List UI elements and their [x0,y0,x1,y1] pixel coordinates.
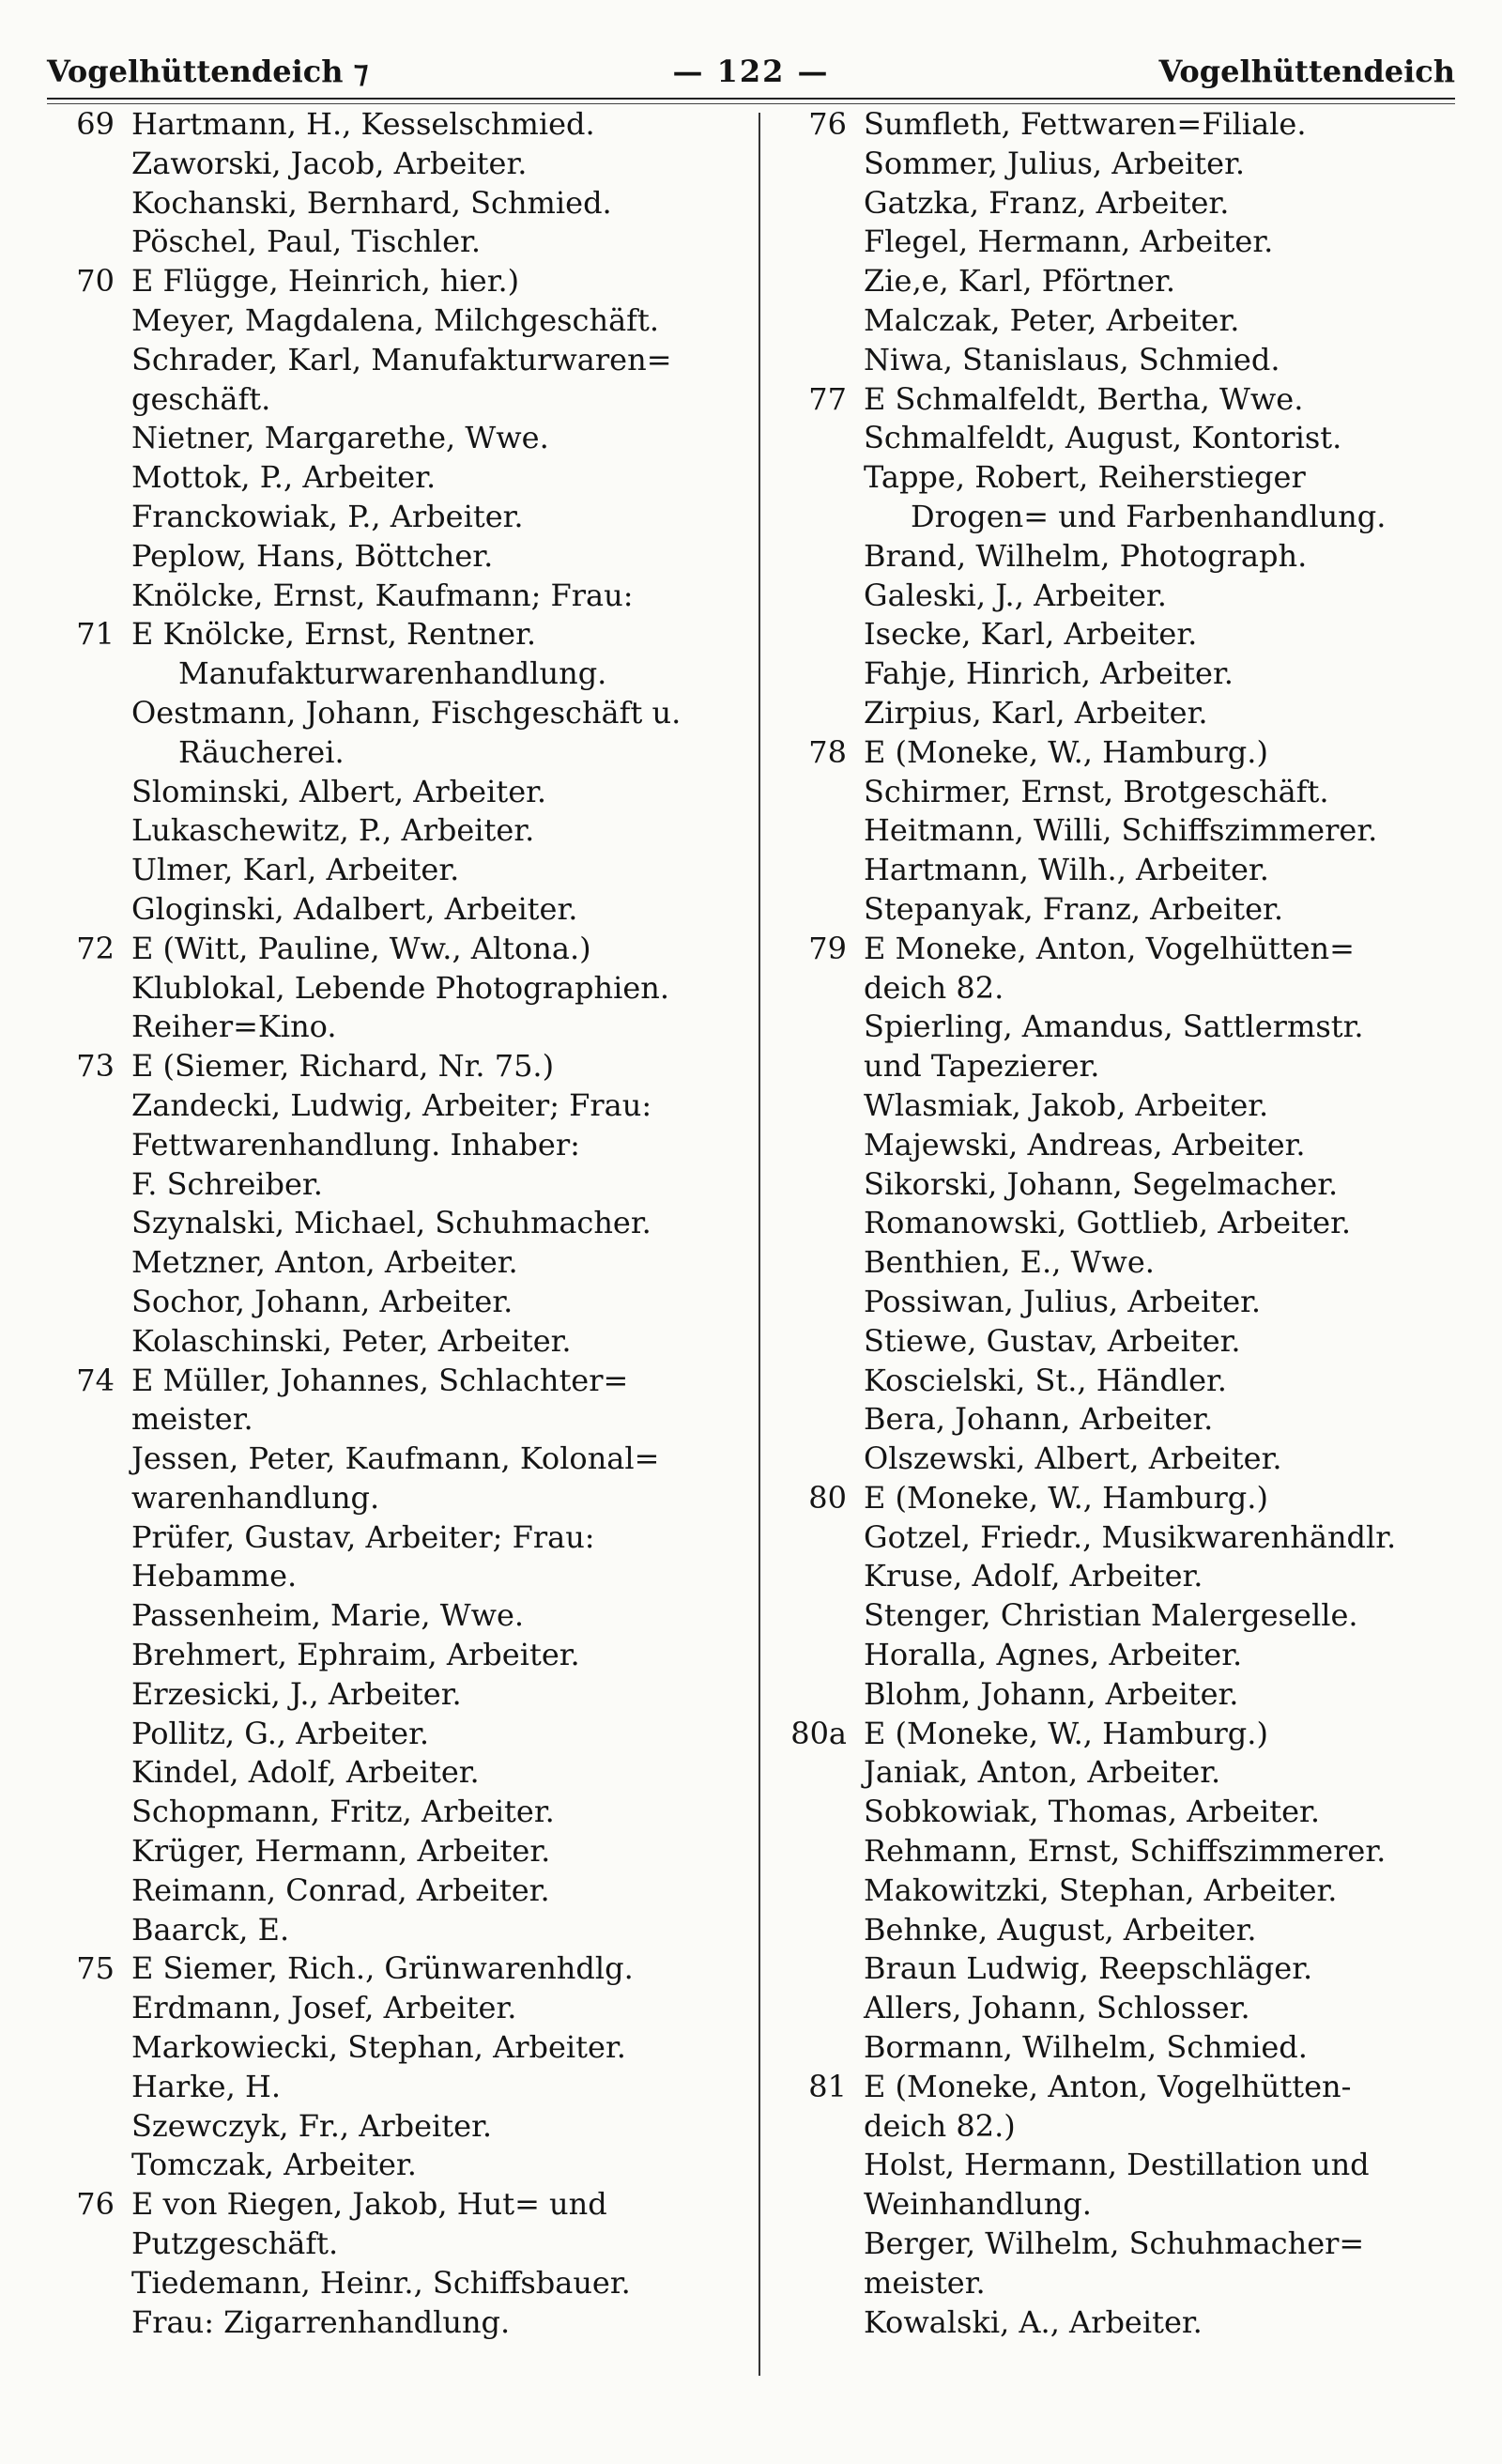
entry-text: Gatzka, Franz, Arbeiter. [864,184,1230,221]
entry-text: Baarck, E. [131,1911,290,1948]
entry-text: Franckowiak, P., Arbeiter. [131,498,524,534]
house-number: 76 [808,106,847,142]
directory-entry [789,1911,1464,1950]
directory-entry [56,341,732,380]
page-number: — 122 — [672,54,830,89]
column-divider [759,113,760,2376]
entry-text: Zandecki, Ludwig, Arbeiter; Frau: [131,1086,652,1123]
entry-text: Niwa, Stanislaus, Schmied. [864,341,1280,377]
entry-text: Kindel, Adolf, Arbeiter. [131,1754,480,1791]
entry-text: Blohm, Johann, Arbeiter. [864,1675,1239,1712]
entry-text: meister. [864,2264,986,2301]
directory-entry [56,1715,732,1754]
directory-entry [56,537,732,577]
entry-text: Sikorski, Johann, Segelmacher. [864,1165,1339,1202]
directory-entry [789,1715,1464,1754]
entry-text: Romanowski, Gottlieb, Arbeiter. [864,1205,1352,1241]
entry-text: Metzner, Anton, Arbeiter. [131,1244,518,1281]
entry-text: E (Siemer, Richard, Nr. 75.) [131,1048,555,1085]
entry-text: E von Riegen, Jakob, Hut= und [131,2186,607,2223]
entry-text: Erzesicki, J., Arbeiter. [131,1675,462,1712]
directory-entry [789,498,1464,537]
directory-entry [56,1675,732,1715]
entry-text: meister. [131,1401,253,1438]
directory-entry [789,1557,1464,1596]
entry-text: Zie‚e, Karl, Pförtner. [864,263,1176,300]
directory-entry [789,1793,1464,1832]
entry-text: Olszewski, Albert, Arbeiter. [864,1440,1282,1477]
directory-entry [789,2068,1464,2107]
entry-text: Klublokal, Lebende Photographien. [131,969,670,1006]
directory-entry [789,1362,1464,1401]
directory-entry [789,1636,1464,1675]
directory-entry [789,851,1464,890]
directory-entry [56,2107,732,2147]
entry-text: E Knölcke, Ernst, Rentner. [131,616,537,653]
entry-text: Sochor, Johann, Arbeiter. [131,1283,513,1319]
directory-entry [789,2185,1464,2225]
directory-entry [789,1832,1464,1871]
entry-text: F. Schreiber. [131,1165,323,1202]
directory-entry [56,1793,732,1832]
entry-text: Bera, Johann, Arbeiter. [864,1401,1214,1438]
entry-text: Reiher=Kino. [131,1009,337,1045]
directory-entry [789,1871,1464,1911]
entry-text: E (Moneke, W., Hamburg.) [864,733,1268,770]
directory-entry [789,930,1464,969]
entry-text: Knölcke, Ernst, Kaufmann; Frau: [131,577,634,613]
directory-entry [56,1911,732,1950]
entry-text: E (Moneke, W., Hamburg.) [864,1479,1268,1516]
entry-text: warenhandlung. [131,1479,380,1516]
entry-text: Benthien, E., Wwe. [864,1244,1155,1281]
directory-entry [56,733,732,773]
entry-text: Berger, Wilhelm, Schuhmacher= [864,2225,1365,2262]
directory-entry [789,1989,1464,2028]
directory-entry [56,694,732,733]
entry-text: Malczak, Peter, Arbeiter. [864,301,1240,338]
directory-entry [56,1832,732,1871]
directory-entry [789,2107,1464,2147]
directory-entry [789,577,1464,616]
directory-entry [789,380,1464,420]
entry-text: Wlasmiak, Jakob, Arbeiter. [864,1086,1269,1123]
entry-text: Schmalfeldt, August, Kontorist. [864,420,1342,456]
entry-text: Tomczak, Arbeiter. [131,2147,417,2183]
directory-entry [56,930,732,969]
directory-entry [56,1400,732,1440]
entry-text: E (Moneke, W., Hamburg.) [864,1715,1268,1751]
entry-text: Krüger, Hermann, Arbeiter. [131,1833,551,1870]
house-number: 72 [76,930,115,966]
entry-text: Tappe, Robert, Reiherstieger [864,459,1306,496]
directory-entry [789,223,1464,262]
entry-text: Fettwarenhandlung. Inhaber: [131,1126,580,1163]
entry-text: Reimann, Conrad, Arbeiter. [131,1871,550,1908]
entry-text: Brand, Wilhelm, Photograph. [864,537,1308,574]
entry-text: Allers, Johann, Schlosser. [864,1990,1250,2026]
directory-entry [56,1243,732,1283]
directory-entry [56,811,732,851]
entry-text: E Müller, Johannes, Schlachter= [131,1362,629,1398]
entry-text: Stiewe, Gustav, Arbeiter. [864,1322,1241,1359]
directory-entry [789,2146,1464,2185]
directory-entry [56,577,732,616]
entry-text: Ulmer, Karl, Arbeiter. [131,852,460,888]
directory-entry [789,458,1464,498]
entry-text: Sobkowiak, Thomas, Arbeiter. [864,1794,1320,1830]
entry-text: Harke, H. [131,2068,282,2104]
entry-text: Passenheim, Marie, Wwe. [131,1597,525,1634]
entry-text: Spierling, Amandus, Sattlermstr. [864,1009,1364,1045]
directory-entry [789,2028,1464,2068]
entry-text: Manufakturwarenhandlung. [178,655,607,692]
directory-entry [789,654,1464,694]
entry-text: E Siemer, Rich., Grünwarenhdlg. [131,1950,634,1987]
header-left-title: Vogelhüttendeich ⁊ [47,54,369,89]
left-column [56,105,732,2342]
entry-text: E (Witt, Pauline, Ww., Altona.) [131,930,591,966]
house-number: 78 [808,733,847,770]
directory-entry [56,458,732,498]
directory-entry [56,2146,732,2185]
directory-entry [56,1871,732,1911]
directory-entry [56,498,732,537]
entry-text: und Tapezierer. [864,1048,1100,1085]
page-header [47,47,1455,96]
directory-entry [56,1008,732,1047]
entry-text: E Moneke, Anton, Vogelhütten= [864,930,1355,966]
house-number: 79 [808,930,847,966]
directory-entry [56,2185,732,2225]
entry-text: Räucherei. [178,733,345,770]
entry-text: Brehmert, Ephraim, Arbeiter. [131,1637,580,1673]
entry-text: Behnke, August, Arbeiter. [864,1911,1257,1948]
directory-entry [56,1753,732,1793]
entry-text: Sumfleth, Fettwaren=Filiale. [864,106,1307,142]
header-rule-thin [47,103,1455,104]
entry-text: Zirpius, Karl, Arbeiter. [864,694,1208,731]
entry-text: E Schmalfeldt, Bertha, Wwe. [864,380,1304,417]
entry-text: Schopmann, Fritz, Arbeiter. [131,1794,555,1830]
directory-entry [789,1675,1464,1715]
directory-entry [56,1636,732,1675]
house-number: 70 [76,263,115,300]
entry-text: Szewczyk, Fr., Arbeiter. [131,2107,493,2144]
entry-text: deich 82.) [864,2107,1016,2144]
directory-entry [789,262,1464,301]
entry-text: Janiak, Anton, Arbeiter. [864,1754,1221,1791]
entry-text: Fahje, Hinrich, Arbeiter. [864,655,1234,692]
directory-entry [789,1322,1464,1362]
entry-text: Galeski, J., Arbeiter. [864,577,1167,613]
entry-text: Slominski, Albert, Arbeiter. [131,773,547,809]
directory-entry [789,419,1464,458]
directory-entry [56,301,732,341]
directory-entry [789,1283,1464,1322]
directory-entry [789,733,1464,773]
house-number: 77 [808,380,847,417]
entry-text: Flegel, Hermann, Arbeiter. [864,223,1274,260]
entry-text: deich 82. [864,969,1004,1006]
directory-entry [789,301,1464,341]
house-number: 76 [76,2186,115,2223]
directory-entry [56,184,732,223]
house-number: 75 [76,1950,115,1987]
entry-text: E Flügge, Heinrich, hier.) [131,263,520,300]
entry-text: Lukaschewitz, P., Arbeiter. [131,812,535,849]
entry-text: Pollitz, G., Arbeiter. [131,1715,430,1751]
house-number: 73 [76,1048,115,1085]
entry-text: Bormann, Wilhelm, Schmied. [864,2029,1308,2066]
directory-entry [789,145,1464,184]
entry-text: Nietner, Margarethe, Wwe. [131,420,549,456]
directory-entry [789,1008,1464,1047]
entry-text: Kochanski, Bernhard, Schmied. [131,184,612,221]
directory-entry [56,890,732,930]
entry-text: Makowitzki, Stephan, Arbeiter. [864,1871,1338,1908]
directory-entry [789,1165,1464,1205]
entry-text: Hartmann, Wilh., Arbeiter. [864,852,1269,888]
directory-entry [56,1596,732,1636]
directory-entry [56,1283,732,1322]
entry-text: Putzgeschäft. [131,2225,339,2262]
entry-text: Gotzel, Friedr., Musikwarenhändlr. [864,1518,1397,1555]
entry-text: Kruse, Adolf, Arbeiter. [864,1558,1203,1594]
directory-entry [56,1204,732,1243]
directory-entry [789,1204,1464,1243]
directory-entry [789,1596,1464,1636]
directory-entry [56,1322,732,1362]
entry-text: Horalla, Agnes, Arbeiter. [864,1637,1243,1673]
entry-text: Heitmann, Willi, Schiffszimmerer. [864,812,1378,849]
directory-entry [789,1753,1464,1793]
directory-entry [56,2225,732,2264]
directory-entry [56,1440,732,1479]
directory-entry [789,1086,1464,1126]
entry-text: Schirmer, Ernst, Brotgeschäft. [864,773,1329,809]
directory-entry [56,2303,732,2343]
directory-entry [789,1518,1464,1558]
directory-entry [789,2303,1464,2343]
directory-entry [789,1243,1464,1283]
entry-text: Frau: Zigarrenhandlung. [131,2303,511,2340]
directory-entry [56,1362,732,1401]
directory-entry [789,341,1464,380]
entry-text: Stepanyak, Franz, Arbeiter. [864,890,1283,927]
directory-entry [56,773,732,812]
entry-text: Hartmann, H., Kesselschmied. [131,106,595,142]
directory-entry [56,419,732,458]
directory-entry [789,694,1464,733]
entry-text: Pöschel, Paul, Tischler. [131,223,481,260]
house-number: 80a [790,1715,847,1751]
entry-text: Kolaschinski, Peter, Arbeiter. [131,1322,572,1359]
directory-entry [789,1126,1464,1165]
directory-entry [56,654,732,694]
directory-entry [56,1518,732,1558]
directory-entry [56,2264,732,2303]
directory-entry [789,2225,1464,2264]
directory-entry [56,1126,732,1165]
entry-text: Erdmann, Josef, Arbeiter. [131,1990,517,2026]
directory-entry [789,615,1464,654]
entry-text: Koscielski, St., Händler. [864,1362,1227,1398]
directory-entry [789,1479,1464,1518]
directory-entry [56,1989,732,2028]
directory-entry [56,1557,732,1596]
directory-entry [56,1086,732,1126]
directory-entry [56,969,732,1009]
directory-entry [56,2028,732,2068]
directory-entry [789,537,1464,577]
entry-text: Stenger, Christian Malergeselle. [864,1597,1358,1634]
entry-text: Tiedemann, Heinr., Schiffsbauer. [131,2264,631,2301]
house-number: 71 [76,616,115,653]
directory-entry [56,851,732,890]
entry-text: E (Moneke, Anton, Vogelhütten- [864,2068,1352,2104]
entry-text: Drogen= und Farbenhandlung. [911,498,1387,534]
entry-text: Gloginski, Adalbert, Arbeiter. [131,890,578,927]
directory-entry [789,184,1464,223]
right-column [789,105,1464,2342]
directory-entry [789,1047,1464,1086]
entry-text: Sommer, Julius, Arbeiter. [864,145,1246,181]
directory-entry [56,1165,732,1205]
entry-text: Braun Ludwig, Reepschläger. [864,1950,1313,1987]
directory-entry [789,1440,1464,1479]
directory-entry [789,811,1464,851]
house-number: 74 [76,1362,115,1398]
entry-text: geschäft. [131,380,271,417]
directory-entry [56,2068,732,2107]
entry-text: Hebamme. [131,1558,298,1594]
directory-entry [56,1047,732,1086]
directory-entry [789,105,1464,145]
entry-text: Oestmann, Johann, Fischgeschäft u. [131,694,682,731]
entry-text: Kowalski, A., Arbeiter. [864,2303,1203,2340]
directory-entry [56,1949,732,1989]
directory-entry [56,615,732,654]
entry-text: Possiwan, Julius, Arbeiter. [864,1283,1262,1319]
entry-text: Zaworski, Jacob, Arbeiter. [131,145,528,181]
directory-entry [56,223,732,262]
entry-text: Isecke, Karl, Arbeiter. [864,616,1198,653]
header-rule [47,98,1455,100]
entry-text: Weinhandlung. [864,2186,1092,2223]
entry-text: Schrader, Karl, Manufakturwaren= [131,341,672,377]
directory-entry [789,773,1464,812]
house-number: 81 [808,2068,847,2104]
entry-text: Szynalski, Michael, Schuhmacher. [131,1205,651,1241]
directory-entry [56,262,732,301]
directory-entry [56,105,732,145]
entry-text: Meyer, Magdalena, Milchgeschäft. [131,301,660,338]
entry-text: Holst, Hermann, Destillation und [864,2147,1370,2183]
directory-entry [56,380,732,420]
directory-entry [789,890,1464,930]
directory-entry [789,1400,1464,1440]
entry-text: Prüfer, Gustav, Arbeiter; Frau: [131,1518,595,1555]
house-number: 80 [808,1479,847,1516]
entry-text: Markowiecki, Stephan, Arbeiter. [131,2029,626,2066]
entry-text: Peplow, Hans, Böttcher. [131,537,494,574]
directory-entry [789,2264,1464,2303]
house-number: 69 [76,106,115,142]
header-right-title: Vogelhüttendeich [1158,54,1455,89]
directory-entry [789,969,1464,1009]
directory-entry [56,145,732,184]
entry-text: Mottok, P., Arbeiter. [131,459,437,496]
directory-entry [789,1949,1464,1989]
directory-entry [56,1479,732,1518]
entry-text: Rehmann, Ernst, Schiffszimmerer. [864,1833,1387,1870]
entry-text: Jessen, Peter, Kaufmann, Kolonal= [131,1440,660,1477]
entry-text: Majewski, Andreas, Arbeiter. [864,1126,1306,1163]
